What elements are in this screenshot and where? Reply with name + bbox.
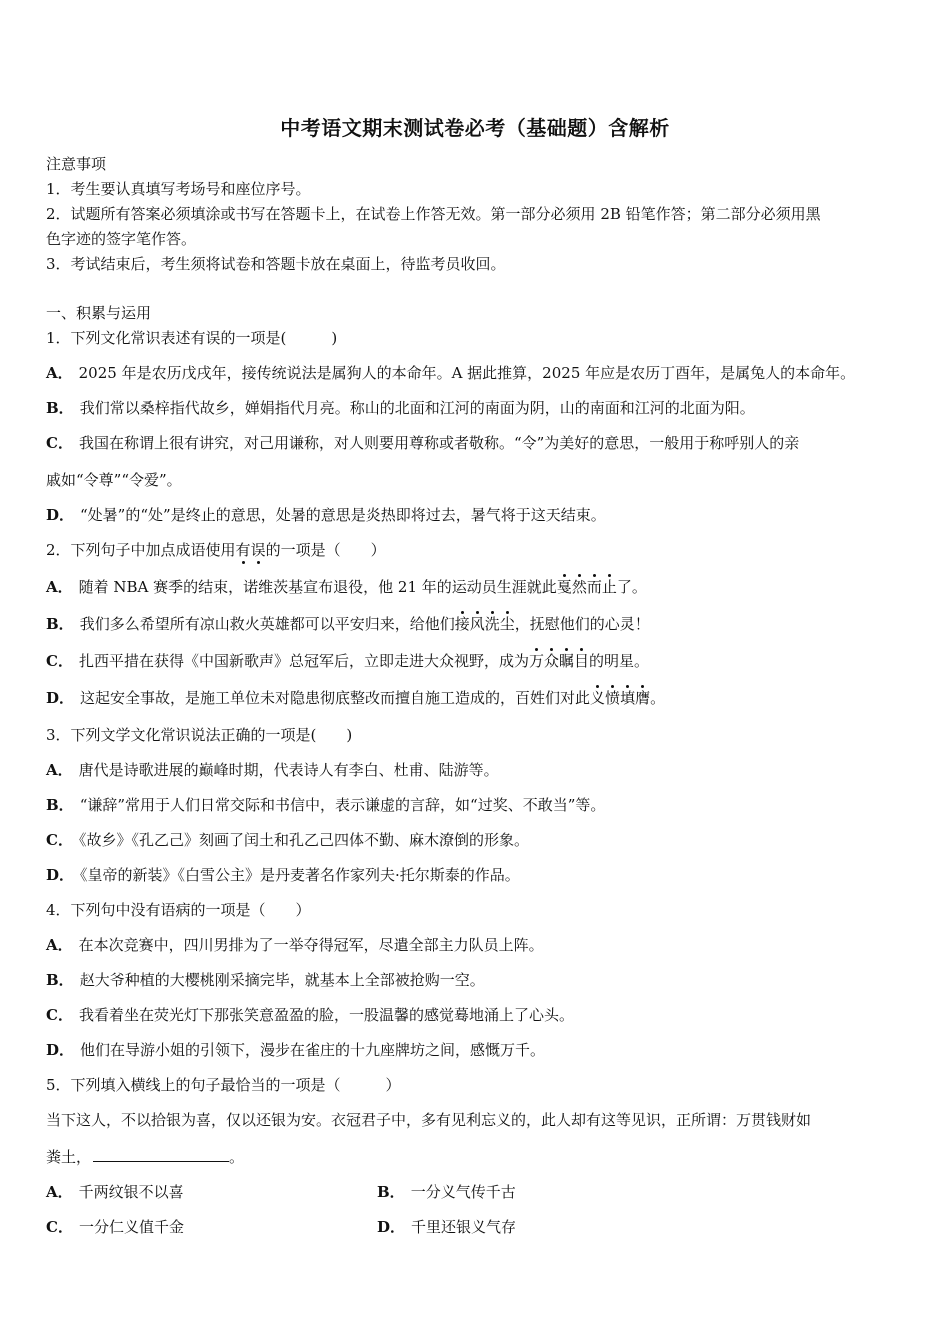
dotted-char: 洗 <box>484 615 500 633</box>
notice-item: 色字迹的签字笔作答。 <box>46 230 197 248</box>
option-text: “处暑”的“处”是终止的意思，处暑的意思是炎热即将过去，暑气将于这天结束。 <box>80 506 606 524</box>
option-text: 在本次竞赛中，四川男排为了一举夺得冠军，尽遣全部主力队员上阵。 <box>78 936 544 954</box>
option-text: 千里还银义气存 <box>411 1218 517 1236</box>
option-text: 随着 NBA 赛季的结束，诺维茨基宣布退役，他 21 年的运动员生涯就此 <box>78 578 557 596</box>
notice-heading: 注意事项 <box>46 155 107 173</box>
option-label: A． <box>46 1183 73 1201</box>
question-2-option-b <box>46 614 908 634</box>
dotted-char: 止 <box>601 578 617 596</box>
question-1-option-c <box>46 433 908 453</box>
question-3-option-a <box>46 760 908 780</box>
dotted-char: 目 <box>574 652 590 670</box>
option-text: 的明星。 <box>589 652 650 670</box>
question-1-option-d <box>46 505 908 525</box>
question-4-option-a <box>46 935 908 955</box>
option-text: “谦辞”常用于人们日常交际和书信中，表示谦虚的言辞，如“过奖、不敢当”等。 <box>79 796 606 814</box>
question-5-passage-cont <box>46 1147 908 1167</box>
option-text: 了。 <box>616 578 647 596</box>
dotted-char: 填 <box>620 689 636 707</box>
stem-text: 的一项是（ ） <box>265 541 386 559</box>
question-5-option-b <box>377 1182 516 1202</box>
dotted-char: 愤 <box>605 689 621 707</box>
answer-blank <box>93 1147 229 1162</box>
option-label: C． <box>46 434 73 452</box>
dotted-char: 有 <box>235 541 251 559</box>
dotted-char: 万 <box>528 652 544 670</box>
question-5-option-d <box>377 1217 516 1237</box>
dotted-char: 尘 <box>499 615 515 633</box>
question-4-stem: 4．下列句中没有语病的一项是（ ） <box>46 901 311 919</box>
option-label: D． <box>46 866 75 884</box>
option-text: 一分义气传千古 <box>410 1183 516 1201</box>
option-label: C． <box>46 1218 73 1236</box>
option-label: B． <box>46 796 74 814</box>
option-text: 2025 年是农历戊戌年，接传统说法是属狗人的本命年。A 据此推算，2025 年应是农历丁酉年，是属兔人的本命年。 <box>78 364 856 382</box>
question-2-stem <box>46 540 908 560</box>
option-text: 赵大爷种植的大樱桃刚采摘完毕，就基本上全部被抢购一空。 <box>79 971 485 989</box>
question-2-option-c <box>46 651 908 671</box>
option-label: A． <box>46 364 73 382</box>
question-5-passage: 当下这人，不以拾银为喜，仅以还银为安。衣冠君子中，多有见利忘义的，此人却有这等见识，正所谓：万贯钱财如 <box>46 1111 812 1129</box>
option-label: D． <box>46 689 75 707</box>
dotted-word <box>236 541 266 559</box>
dotted-char: 戛 <box>556 578 572 596</box>
dotted-char: 接 <box>454 615 470 633</box>
dotted-char: 义 <box>590 689 606 707</box>
dotted-char: 膺 <box>635 689 651 707</box>
dotted-word <box>590 689 650 707</box>
notice-item: 2．试题所有答案必须填涂或书写在答题卡上，在试卷上作答无效。第一部分必须用 2B 铅笔作答；第二部分必须用黑 <box>46 205 821 223</box>
notice-item: 3．考试结束后，考生须将试卷和答题卡放在桌面上，待监考员收回。 <box>46 255 506 273</box>
question-1-option-b <box>46 398 908 418</box>
option-label: B． <box>46 399 74 417</box>
option-text: 我国在称谓上很有讲究，对己用谦称，对人则要用尊称或者敬称。“令”为美好的意思，一般用于称呼别人的亲 <box>78 434 800 452</box>
passage-text: 粪土， <box>46 1148 92 1166</box>
question-5-option-c <box>46 1217 184 1237</box>
option-label: B． <box>46 615 74 633</box>
option-label: A． <box>46 578 73 596</box>
option-text: 我们常以桑梓指代故乡，婵娟指代月亮。称山的北面和江河的南面为阴，山的南面和江河的北面为阳。 <box>79 399 755 417</box>
dotted-char: 然 <box>571 578 587 596</box>
question-3-stem: 3．下列文学文化常识说法正确的一项是( ) <box>46 726 353 744</box>
question-4-option-d <box>46 1040 908 1060</box>
option-text: 我看着坐在荧光灯下那张笑意盈盈的脸，一股温馨的感觉蓦地涌上了心头。 <box>78 1006 574 1024</box>
dotted-word <box>557 578 617 596</box>
option-text: 。 <box>650 689 666 707</box>
option-text: 我们多么希望所有凉山救火英雄都可以平安归来，给他们 <box>79 615 455 633</box>
option-label: A． <box>46 761 73 779</box>
option-text: 一分仁义值千金 <box>78 1218 184 1236</box>
option-text: 扎西平措在获得《中国新歌声》总冠军后，立即走进大众视野，成为 <box>78 652 529 670</box>
option-label: B． <box>46 971 74 989</box>
question-3-option-b <box>46 795 908 815</box>
dotted-char: 风 <box>469 615 485 633</box>
question-1-option-a <box>46 363 908 383</box>
question-2-option-d <box>46 688 908 708</box>
option-label: D． <box>377 1218 406 1236</box>
dotted-char: 众 <box>543 652 559 670</box>
option-label: B． <box>377 1183 405 1201</box>
notice-item: 1．考生要认真填写考场号和座位序号。 <box>46 180 311 198</box>
option-label: C． <box>46 831 73 849</box>
passage-text: 。 <box>229 1148 245 1166</box>
question-5-stem: 5．下列填入横线上的句子最恰当的一项是（ ） <box>46 1076 401 1094</box>
section-heading: 一、积累与运用 <box>46 304 152 322</box>
question-3-option-d <box>46 865 908 885</box>
option-label: D． <box>46 506 75 524</box>
option-text: ，抚慰他们的心灵！ <box>514 615 650 633</box>
dotted-char: 而 <box>586 578 602 596</box>
stem-text: 2．下列句子中加点成语使用 <box>46 541 236 559</box>
option-text: 他们在导游小姐的引领下，漫步在雀庄的十九座牌坊之间，感慨万千。 <box>80 1041 546 1059</box>
question-5-option-a <box>46 1182 184 1202</box>
option-label: A． <box>46 936 73 954</box>
dotted-word <box>529 652 589 670</box>
option-text: 千两纹银不以喜 <box>78 1183 184 1201</box>
question-1-option-c-cont: 戚如“令尊”“令爱”。 <box>46 471 182 489</box>
question-4-option-c <box>46 1005 908 1025</box>
question-2-option-a <box>46 577 908 597</box>
dotted-word <box>455 615 515 633</box>
option-text: 这起安全事故，是施工单位未对隐患彻底整改而擅自施工造成的，百姓们对此 <box>80 689 591 707</box>
option-label: C． <box>46 652 73 670</box>
question-4-option-b <box>46 970 908 990</box>
question-1-stem: 1．下列文化常识表述有误的一项是( ) <box>46 329 338 347</box>
option-label: D． <box>46 1041 75 1059</box>
option-text: 《皇帝的新装》《白雪公主》是丹麦著名作家列夫·托尔斯泰的作品。 <box>80 866 520 884</box>
option-text: 《故乡》《孔乙己》刻画了闰土和孔乙己四体不勤、麻木潦倒的形象。 <box>78 831 529 849</box>
option-label: C． <box>46 1006 73 1024</box>
option-text: 唐代是诗歌进展的巅峰时期，代表诗人有李白、杜甫、陆游等。 <box>78 761 499 779</box>
page-title: 中考语文期末测试卷必考（基础题）含解析 <box>280 116 670 140</box>
dotted-char: 误 <box>250 541 266 559</box>
question-3-option-c <box>46 830 908 850</box>
dotted-char: 瞩 <box>559 652 575 670</box>
